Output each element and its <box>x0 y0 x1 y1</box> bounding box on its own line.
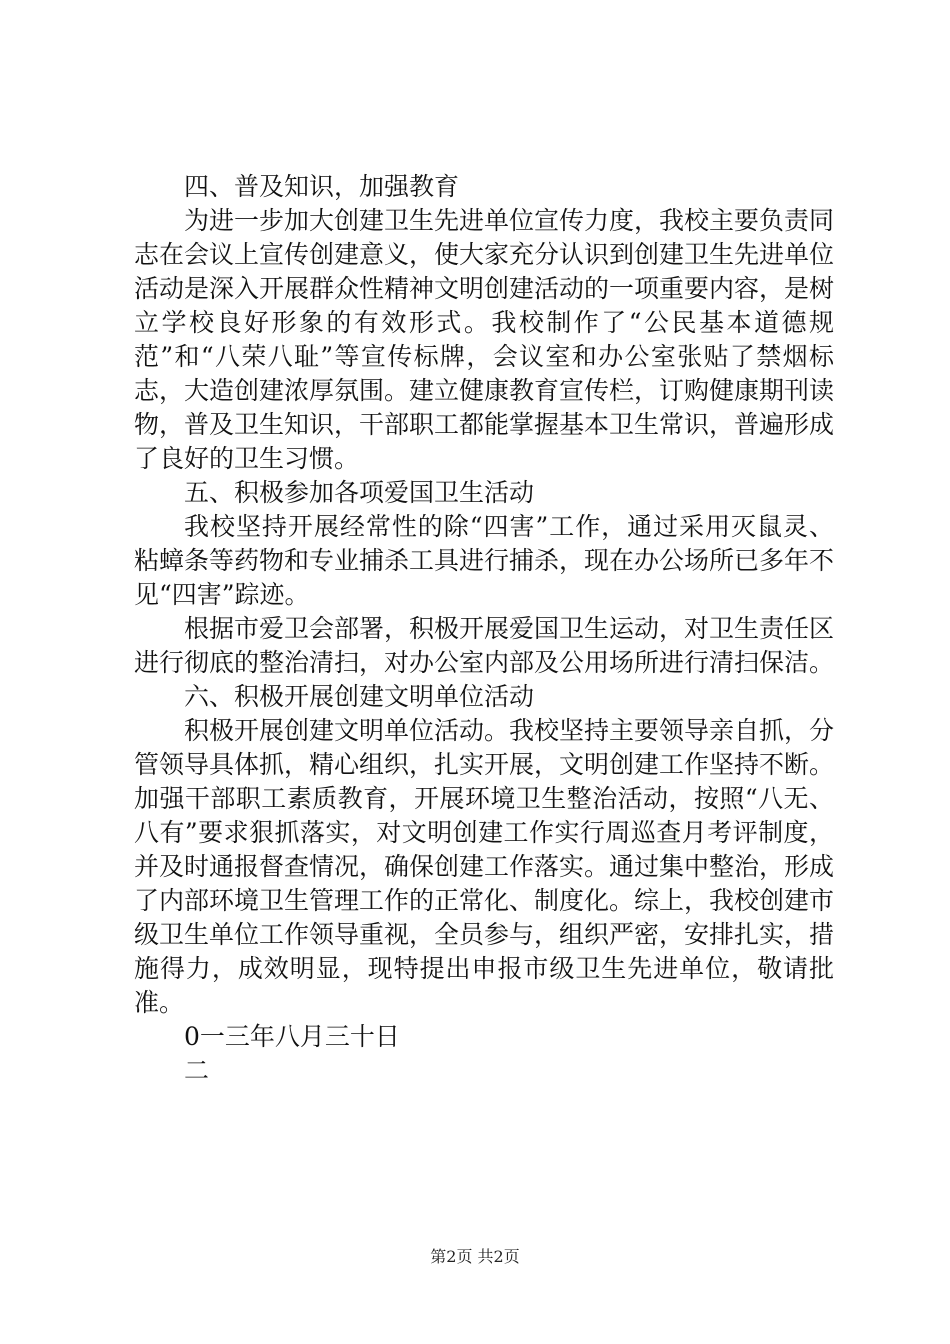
paragraph-publicity: 为进一步加大创建卫生先进单位宣传力度，我校主要负责同志在会议上宣传创建意义，使大家充分认识到创建卫生先进单位活动是深入开展群众性精神文明创建活动的一项重要内容，是树立学校良好形象的有效形式。我校制作了“公民基本道德规范”和“八荣八耻”等宣传标牌，会议室和办公室张贴了禁烟标志，大造创建浓厚氛围。建立健康教育宣传栏，订购健康期刊读物，普及卫生知识，干部职工都能掌握基本卫生常识，普遍形成了良好的卫生习惯。 <box>134 206 835 473</box>
date-line-fragment: 二 <box>184 1056 210 1085</box>
paragraph-pest-control: 我校坚持开展经常性的除“四害”工作，通过采用灭鼠灵、粘蟑条等药物和专业捕杀工具进行捕杀，现在办公场所已多年不见“四害”踪迹。 <box>134 512 835 609</box>
section-heading-6: 六、积极开展创建文明单位活动 <box>184 682 535 711</box>
section-heading-4: 四、普及知识，加强教育 <box>184 172 460 201</box>
section-heading-5: 五、积极参加各项爱国卫生活动 <box>184 478 535 507</box>
paragraph-patriotic-health: 根据市爱卫会部署，积极开展爱国卫生运动，对卫生责任区进行彻底的整治清扫，对办公室内部及公用场所进行清扫保洁。 <box>134 614 835 677</box>
date-line: 0一三年八月三十日 <box>184 1022 400 1051</box>
page-number-footer: 第2页 共2页 <box>430 1247 520 1266</box>
paragraph-civilization: 积极开展创建文明单位活动。我校坚持主要领导亲自抓，分管领导具体抓，精心组织，扎实开展，文明创建工作坚持不断。加强干部职工素质教育，开展环境卫生整治活动，按照“八无、八有”要求狠抓落实，对文明创建工作实行周巡查月考评制度，并及时通报督查情况，确保创建工作落实。通过集中整治，形成了内部环境卫生管理工作的正常化、制度化。综上，我校创建市级卫生单位工作领导重视，全员参与，组织严密，安排扎实，措施得力，成效明显，现特提出申报市级卫生先进单位，敬请批准。 <box>134 716 835 1017</box>
document-body <box>134 170 834 1088</box>
